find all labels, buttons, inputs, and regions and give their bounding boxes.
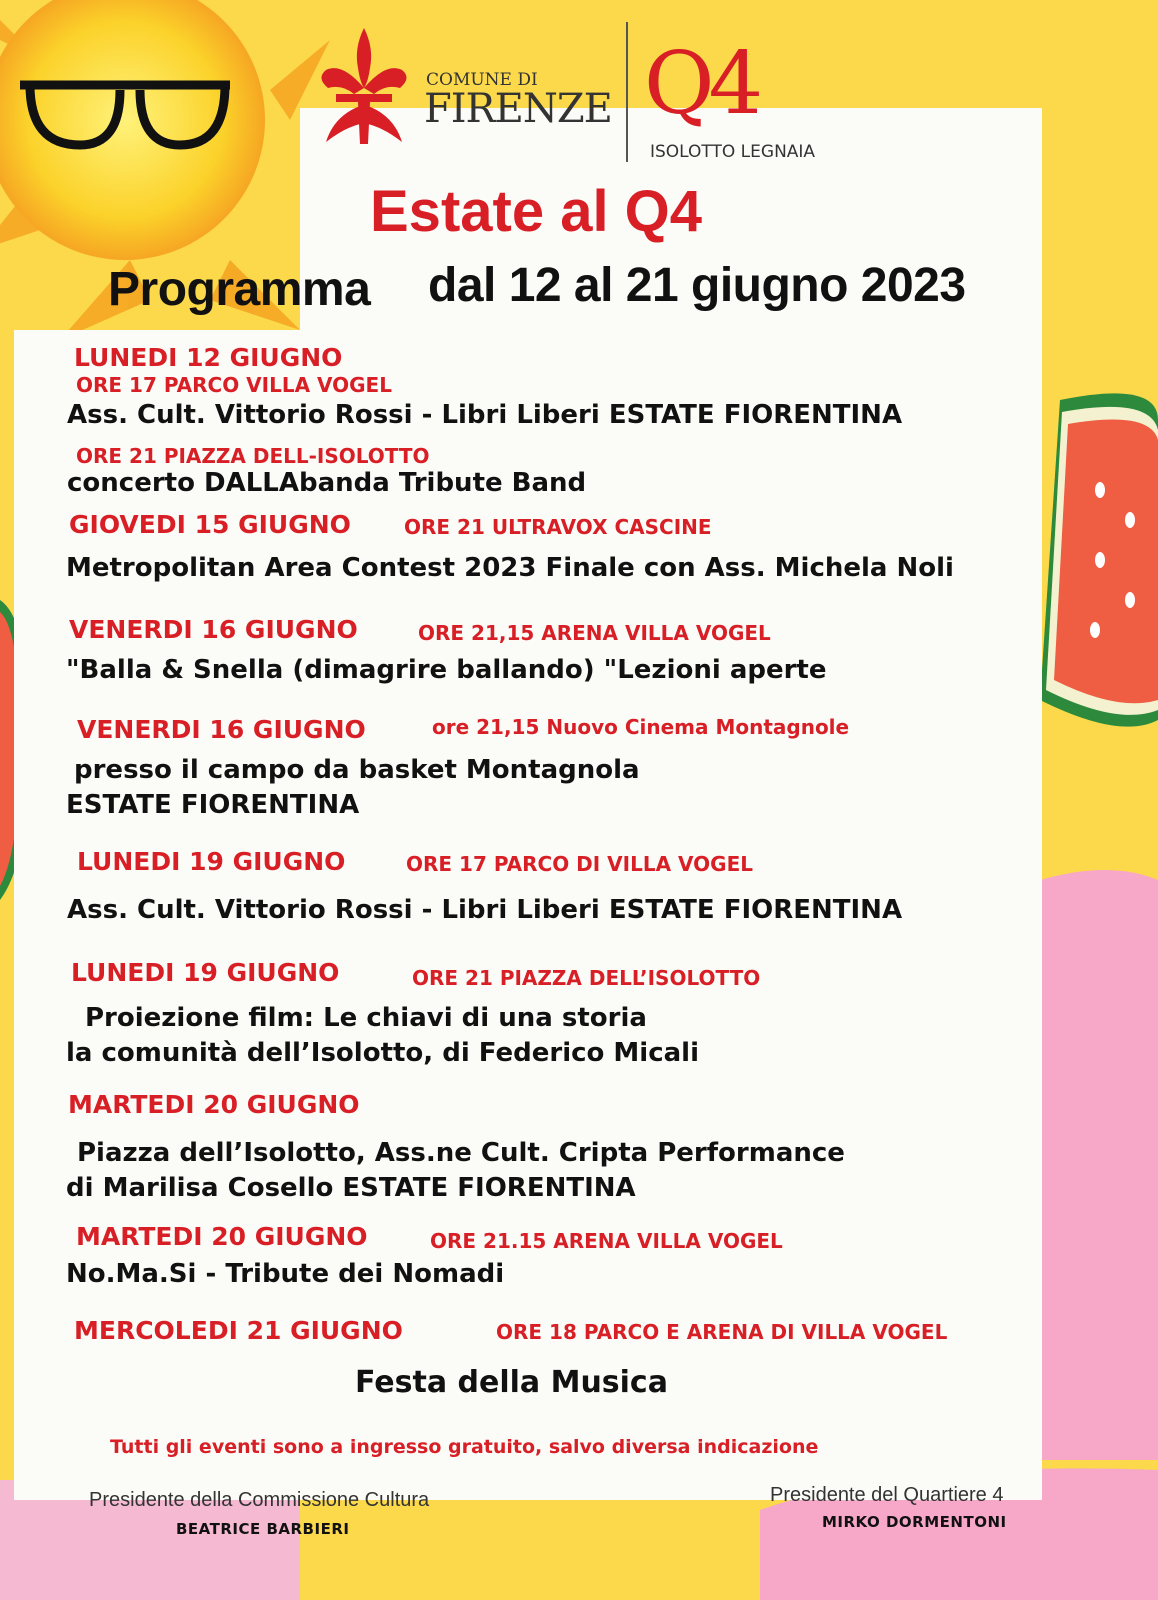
event-10-day: MERCOLEDI 21 GIUGNO: [74, 1316, 403, 1345]
event-1-desc: Ass. Cult. Vittorio Rossi - Libri Liberi ESTATE FIORENTINA: [67, 400, 903, 430]
event-9-desc: No.Ma.Si - Tribute dei Nomadi: [66, 1259, 505, 1289]
event-8-day: MARTEDI 20 GIUGNO: [68, 1090, 360, 1119]
subtitle-dates: dal 12 al 21 giugno 2023: [420, 258, 974, 313]
event-5-desc2: ESTATE FIORENTINA: [66, 790, 360, 820]
event-7-day: LUNEDI 19 GIUGNO: [71, 958, 340, 987]
page-title: Estate al Q4: [370, 179, 703, 244]
footer-left-name: BEATRICE BARBIERI: [176, 1520, 350, 1538]
event-5-time: ore 21,15 Nuovo Cinema Montagnole: [432, 715, 850, 739]
watermelon-icon: [1040, 393, 1158, 726]
event-4-desc: "Balla & Snella (dimagrire ballando) "Lezioni aperte: [66, 655, 827, 685]
event-10-desc: Festa della Musica: [355, 1365, 668, 1400]
event-7-desc2: la comunità dell’Isolotto, di Federico Micali: [66, 1038, 700, 1068]
event-10-time: ORE 18 PARCO E ARENA DI VILLA VOGEL: [496, 1320, 948, 1344]
event-6-day: LUNEDI 19 GIUGNO: [77, 847, 346, 876]
event-7-time: ORE 21 PIAZZA DELL’ISOLOTTO: [412, 966, 761, 990]
event-6-desc: Ass. Cult. Vittorio Rossi - Libri Liberi ESTATE FIORENTINA: [67, 895, 903, 925]
event-5-day: VENERDI 16 GIUGNO: [77, 715, 366, 744]
q4-logo: Q4: [644, 34, 758, 134]
event-8-desc2: di Marilisa Cosello ESTATE FIORENTINA: [66, 1173, 636, 1203]
brand-divider: [626, 22, 628, 162]
event-5-desc: presso il campo da basket Montagnola: [74, 755, 640, 785]
footer-left-role: Presidente della Commissione Cultura: [89, 1489, 430, 1511]
event-7-desc: Proiezione film: Le chiavi di una storia: [85, 1003, 647, 1033]
event-9-day: MARTEDI 20 GIUGNO: [76, 1222, 368, 1251]
event-2-desc: concerto DALLAbanda Tribute Band: [67, 468, 587, 498]
event-4-time: ORE 21,15 ARENA VILLA VOGEL: [418, 621, 771, 645]
event-2-time: ORE 21 PIAZZA DELL-ISOLOTTO: [76, 444, 430, 468]
event-3-day: GIOVEDI 15 GIUGNO: [69, 510, 351, 539]
comune-line2: FIRENZE: [424, 86, 612, 132]
event-3-desc: Metropolitan Area Contest 2023 Finale con Ass. Michela Noli: [66, 553, 954, 583]
event-3-time: ORE 21 ULTRAVOX CASCINE: [404, 515, 712, 539]
florence-lily-logo: [314, 24, 414, 154]
event-6-time: ORE 17 PARCO DI VILLA VOGEL: [406, 852, 753, 876]
subtitle-left: Programma: [108, 263, 371, 316]
footer-right-name: MIRKO DORMENTONI: [822, 1513, 1007, 1531]
sun-icon: [0, 0, 280, 280]
event-9-time: ORE 21.15 ARENA VILLA VOGEL: [430, 1229, 783, 1253]
event-1-day: LUNEDI 12 GIUGNO: [74, 343, 343, 372]
free-entry-note: Tutti gli eventi sono a ingresso gratuito, salvo diversa indicazione: [110, 1436, 819, 1458]
footer-right-role: Presidente del Quartiere 4: [770, 1484, 1004, 1506]
event-4-day: VENERDI 16 GIUGNO: [69, 615, 358, 644]
comune-line1: COMUNE DI: [426, 70, 538, 90]
event-8-desc: Piazza dell’Isolotto, Ass.ne Cult. Cripta Performance: [77, 1138, 845, 1168]
q4-subtitle: ISOLOTTO LEGNAIA: [650, 142, 816, 162]
event-1-time: ORE 17 PARCO VILLA VOGEL: [76, 373, 392, 397]
